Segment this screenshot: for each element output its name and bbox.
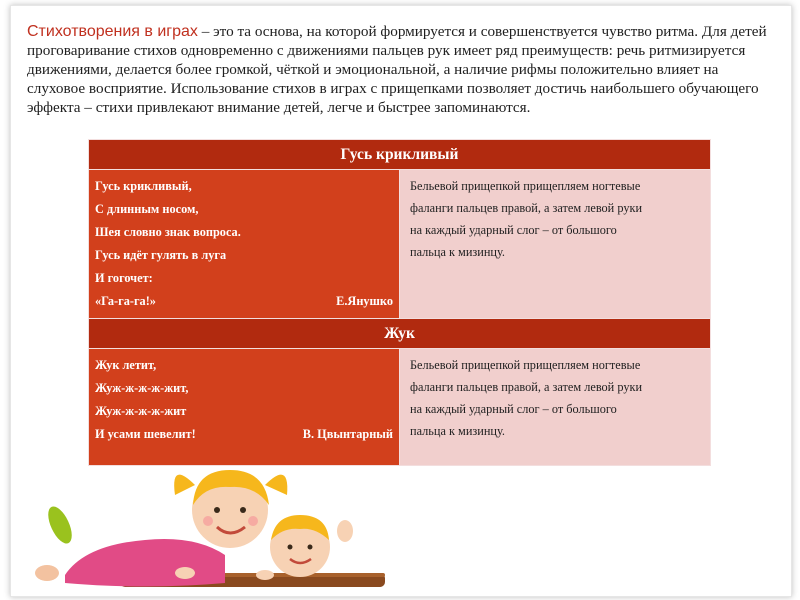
instruction-goose	[400, 170, 711, 319]
poem-goose	[89, 170, 400, 319]
instruction-beetle	[400, 349, 711, 466]
instruction-line: Бельевой прищепкой прищепляем ногтевые	[410, 179, 641, 193]
poem-beetle	[89, 349, 400, 466]
poem-line: Гусь идёт гулять в луга	[95, 248, 227, 262]
section-title-goose: Гусь крикливый	[89, 140, 711, 170]
poem-line: Жуж-ж-ж-ж-жит,	[95, 381, 189, 395]
instruction-line: на каждый ударный слог – от большого	[410, 402, 617, 416]
poem-line: И усами шевелит!	[95, 427, 196, 441]
poem-line: Жуж-ж-ж-ж-жит	[95, 404, 187, 418]
pink-dress	[65, 539, 225, 587]
poem-line: С длинным носом,	[95, 202, 199, 216]
green-sleeve	[43, 503, 76, 547]
instruction-line: фаланги пальцев правой, а затем левой руки	[410, 380, 643, 394]
instruction-line: Бельевой прищепкой прищепляем ногтевые	[410, 358, 641, 372]
poem-last-line	[95, 423, 393, 446]
instruction-line: фаланги пальцев правой, а затем левой руки	[410, 201, 643, 215]
instruction-line: пальца к мизинцу.	[410, 245, 506, 259]
poem-author: Е.Янушко	[336, 294, 393, 308]
poem-line: «Га-га-га!»	[95, 294, 156, 308]
poem-last-line	[95, 290, 393, 313]
poem-author: В. Цвынтарный	[302, 427, 393, 441]
children-illustration	[25, 455, 390, 595]
poem-line: Шея словно знак вопроса.	[95, 225, 241, 239]
poem-line: Гусь крикливый,	[95, 179, 192, 193]
intro-highlight: Стихотворения в играх	[27, 23, 198, 40]
poems-table	[88, 139, 711, 466]
poem-line: Жук летит,	[95, 358, 157, 372]
instruction-line: на каждый ударный слог – от большого	[410, 223, 617, 237]
instruction-line: пальца к мизинцу.	[410, 424, 506, 438]
section-title-beetle: Жук	[89, 319, 711, 349]
intro-text: – это та основа, на которой формируется и совершенствуется чувство ритма. Для детей проговаривание стихов одновременно с движениями пальцев рук имеет ряд преимуществ: речь ритмизируется движениями, делается более громкой, чёткой и эмоциональной, а наличие рифмы положительно влияет на слуховое восприятие. Использование стихов в играх с прищепками позволяет достичь наибольшего обучающего эффекта – стихи привлекают внимание детей, легче и быстрее запоминаются.	[27, 23, 767, 116]
poem-line: И гогочет:	[95, 271, 153, 285]
intro-paragraph	[27, 22, 772, 117]
